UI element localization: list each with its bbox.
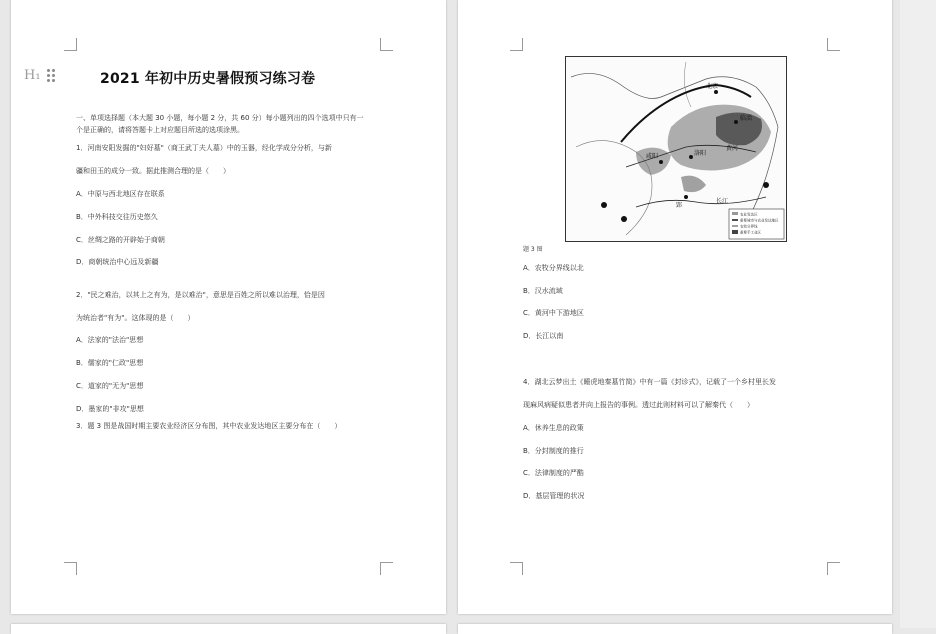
map-label: 临淄 — [740, 115, 753, 122]
map-label: 北京 — [706, 83, 719, 90]
option-item: D．商朝统治中心远及新疆 — [76, 258, 159, 266]
question-stem: 1．河南安阳发掘的"妇好墓"（商王武丁夫人墓）中的玉器，经化学成分分析，与新 — [76, 144, 332, 152]
legend-label: 重要城市与农业发达地区 — [740, 218, 779, 223]
map-label: 黄河 — [726, 145, 739, 152]
margin-mark — [380, 38, 393, 51]
question-stem: 4．湖北云梦出土《睡虎地秦墓竹简》中有一篇《封诊式》，记载了一个乡村里长发 — [523, 378, 776, 386]
drag-handle-icon[interactable] — [47, 69, 55, 82]
question-stem: 2．"民之难治，以其上之有为，是以难治"，意思是百姓之所以难以治理，恰是因 — [76, 291, 325, 299]
question-stem: 为统治者"有为"。这体现的是（ ） — [76, 314, 195, 322]
legend-label: 重要手工业区 — [740, 230, 761, 235]
page-title: 2021 年初中历史暑假预习练习卷 — [100, 71, 316, 87]
historical-map-figure — [565, 56, 787, 242]
document-page-3 — [11, 624, 446, 634]
legend-label: 农业发达区 — [740, 212, 758, 217]
option-item: A．休养生息的政策 — [523, 424, 584, 432]
map-label: 咸阳 — [646, 153, 659, 160]
option-item: C．黄河中下游地区 — [523, 309, 584, 317]
option-item: A．法家的"法治"思想 — [76, 336, 144, 344]
section-instructions: 个是正确的，请将答题卡上对应题目所选的选项涂黑。 — [76, 126, 244, 134]
section-instructions: 一、单项选择题（本大题 30 小题，每小题 2 分，共 60 分）每小题列出的四个选项中只有一 — [76, 114, 364, 122]
document-page-1 — [11, 0, 446, 614]
map-label: 郢 — [676, 202, 683, 209]
legend-label: 农牧分界线 — [740, 224, 758, 229]
margin-mark — [64, 562, 77, 575]
margin-mark — [510, 38, 523, 51]
margin-mark — [380, 562, 393, 575]
margin-mark — [64, 38, 77, 51]
heading-toolbar[interactable] — [24, 68, 55, 83]
margin-mark — [510, 562, 523, 575]
question-stem: 3．题 3 图是战国时期主要农业经济区分布图，其中农业发达地区主要分布在（ ） — [76, 422, 342, 430]
margin-mark — [827, 562, 840, 575]
option-item: A．农牧分界线以北 — [523, 264, 584, 272]
scroll-area[interactable] — [900, 0, 936, 628]
document-page-4 — [458, 624, 892, 634]
option-item: B．汉水流域 — [523, 287, 563, 295]
option-item: D．墨家的"非攻"思想 — [76, 405, 144, 413]
figure-caption: 题 3 图 — [523, 246, 543, 253]
question-stem: 疆和田玉的成分一致。据此推测合理的是（ ） — [76, 167, 230, 175]
option-item: C．法律制度的严酷 — [523, 469, 584, 477]
question-stem: 现麻风病疑似患者并向上报告的事例。透过此则材料可以了解秦代（ ） — [523, 401, 754, 409]
map-label: 长江 — [716, 198, 729, 205]
heading-icon[interactable]: H₁ — [24, 68, 41, 83]
option-item: C．丝绸之路的开辟始于商朝 — [76, 236, 165, 244]
option-item: D．长江以南 — [523, 332, 564, 340]
option-item: D．基层管理的状况 — [523, 492, 585, 500]
margin-mark — [827, 38, 840, 51]
option-item: B．儒家的"仁政"思想 — [76, 359, 144, 367]
map-label: 洛阳 — [694, 150, 707, 157]
option-item: B．中外科技交往历史悠久 — [76, 213, 158, 221]
option-item: B．分封制度的推行 — [523, 447, 584, 455]
option-item: A．中原与西北地区存在联系 — [76, 190, 165, 198]
option-item: C．道家的"无为"思想 — [76, 382, 144, 390]
